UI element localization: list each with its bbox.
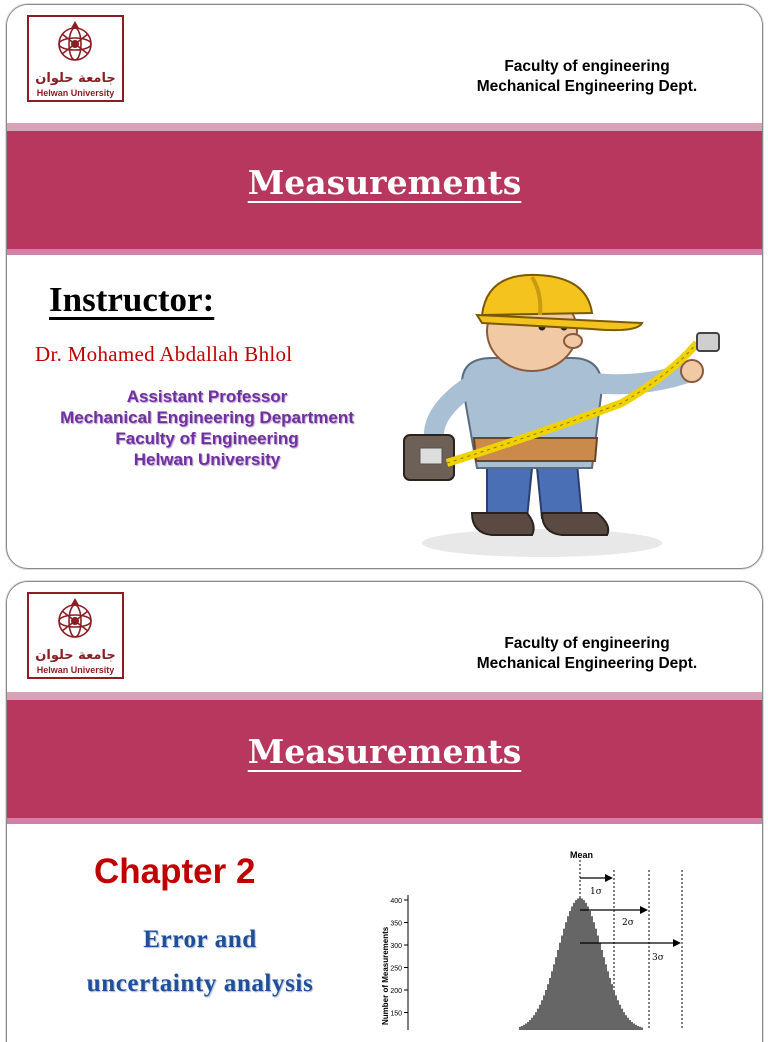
faculty-line-1: Faculty of engineering: [504, 635, 670, 652]
y-axis-label: Number of Measurements: [381, 926, 390, 1025]
faculty-heading: [437, 57, 737, 97]
slide-1: [6, 4, 763, 569]
sigma-1-label: 1σ: [590, 887, 602, 897]
logo-arabic-text: جامعة حلوان: [35, 71, 116, 86]
instructor-roles: [27, 386, 387, 470]
chapter-heading: Chapter 2: [94, 852, 256, 891]
slide-title: Measurements: [247, 163, 522, 202]
instructor-name: Dr. Mohamed Abdallah Bhlol: [35, 342, 293, 366]
sigma-3-label: 3σ: [652, 953, 664, 963]
title-divider: [7, 818, 762, 824]
university-logo: [27, 592, 124, 679]
y-tick-label: 250: [390, 965, 402, 973]
header-divider: [7, 123, 762, 131]
role-line: Helwan University: [133, 450, 281, 469]
y-tick-label: 150: [390, 1010, 402, 1018]
y-tick-label: 400: [390, 898, 402, 905]
arrowhead-3sigma: [673, 939, 681, 947]
slide-title: Measurements: [247, 732, 522, 771]
y-ticks: [390, 898, 408, 1018]
worker-with-tape-measure-icon: [392, 263, 752, 563]
normal-distribution-figure: [360, 840, 760, 1030]
instructor-label: Instructor:: [49, 280, 215, 319]
faculty-line-2: Mechanical Engineering Dept.: [476, 655, 698, 672]
role-line: Mechanical Engineering Department: [60, 408, 354, 427]
title-band: [7, 131, 762, 249]
chapter-subtitle: [40, 918, 360, 1006]
distribution-figure: [360, 840, 760, 1030]
worker-illustration: [392, 263, 752, 563]
slide-header: [7, 582, 762, 700]
y-tick-label: 350: [390, 920, 402, 928]
logo-arabic-text: جامعة حلوان: [35, 648, 116, 663]
university-logo: [27, 15, 124, 102]
faculty-line-2: Mechanical Engineering Dept.: [476, 78, 698, 95]
role-line: Faculty of Engineering: [115, 429, 299, 448]
title-band: [7, 700, 762, 818]
faculty-line-1: Faculty of engineering: [504, 58, 670, 75]
subtitle-line: Error and: [143, 926, 257, 953]
faculty-heading: [437, 634, 737, 674]
y-tick-label: 300: [390, 943, 402, 950]
logo-university-name: Helwan University: [36, 665, 115, 675]
sigma-2-label: 2σ: [622, 918, 634, 928]
logo-university-name: Helwan University: [36, 88, 115, 98]
header-divider: [7, 692, 762, 700]
slide-header: [7, 5, 762, 123]
arrowhead-1sigma: [605, 874, 613, 882]
y-tick-label: 200: [390, 988, 402, 995]
subtitle-line: uncertainty analysis: [86, 970, 314, 997]
role-line: Assistant Professor: [126, 387, 288, 406]
mean-label: Mean: [570, 850, 594, 860]
title-divider: [7, 249, 762, 255]
arrowhead-2sigma: [640, 906, 648, 914]
